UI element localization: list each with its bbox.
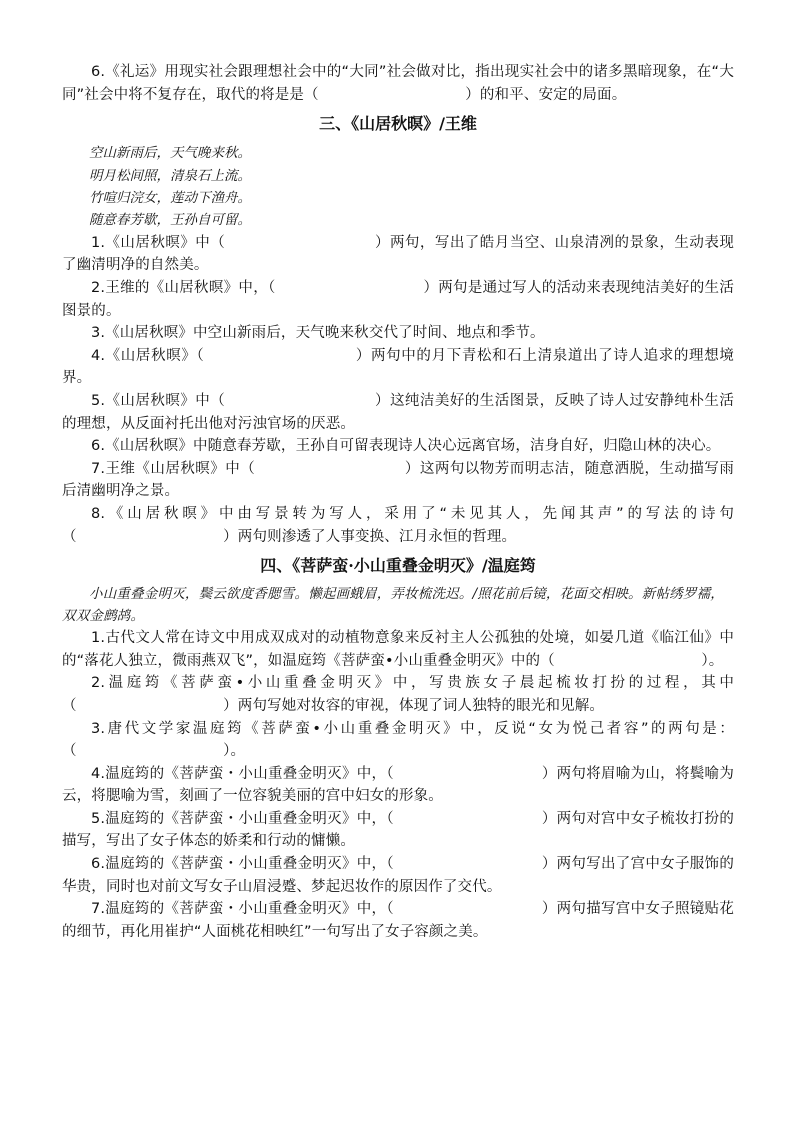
question-item: 4.《山居秋暝》（ ）两句中的月下青松和石上清泉道出了诗人追求的理想境界。 (62, 347, 734, 387)
section-3-heading: 三、《山居秋暝》/王维 (319, 114, 477, 134)
question-item: 6.《山居秋暝》中随意春芳歇，王孙自可留表现诗人决心远离官场，洁身自好，归隐山林的决心。 (91, 438, 721, 455)
question-item: 7.王维《山居秋暝》中（ ）这两句以物芳而明志洁，随意洒脱，生动描写雨后清幽明净之景。 (62, 460, 734, 500)
section-4-poem: 小山重叠金明灭，鬓云欲度香腮雪。懒起画蛾眉，弄妆梳洗迟。/照花前后镜，花面交相映。新帖绣罗襦，双双金鹧鸪。 (62, 586, 724, 624)
question-item: 6.温庭筠的《菩萨蛮・小山重叠金明灭》中，（ ）两句写出了宫中女子服饰的华贵，同时也对前文写女子山眉浸蹙、梦起迟妆作的原因作了交代。 (62, 856, 734, 895)
question-item: 5.《山居秋暝》中（ ）这纯洁美好的生活图景，反映了诗人过安静纯朴生活的理想，从反面衬托出他对污浊官场的厌恶。 (62, 392, 734, 432)
question-item: 8.《山居秋暝》中由写景转为写人，采用了“未见其人，先闻其声”的写法的诗句（ ）两句则渗透了人事变换、江月永恒的哲理。 (62, 505, 734, 545)
poem-line: 竹喧归浣女，莲动下渔舟。 (89, 190, 251, 206)
poem-line: 随意春芳歇，王孙自可留。 (89, 212, 251, 229)
section-4-heading: 四、《菩萨蛮·小山重叠金明灭》/温庭筠 (260, 556, 536, 576)
section-3-questions (62, 232, 734, 548)
question-6-liyun: 6.《礼运》用现实社会跟理想社会中的“大同”社会做对比，指出现实社会中的诸多黑暗现象，在“大同”社会中将不复存在，取代的将是是（ ）的和平、安定的局面。 (62, 64, 734, 103)
section-4-questions (62, 627, 734, 943)
question-item: 3.《山居秋暝》中空山新雨后，天气晚来秋交代了时间、地点和季节。 (91, 325, 545, 342)
question-item: 5.温庭筠的《菩萨蛮・小山重叠金明灭》中，（ ）两句对宫中女子梳妆打扮的描写，写出了女子体态的娇柔和行动的慵懒。 (62, 810, 734, 850)
question-item: 1.《山居秋暝》中（ ）两句，写出了皓月当空、山泉清冽的景象，生动表现了幽清明净的自然美。 (62, 234, 734, 274)
poem-line: 空山新雨后，天气晚来秋。 (89, 145, 251, 162)
question-item: 2.王维的《山居秋暝》中，（ ）两句是通过写人的活动来表现纯洁美好的生活图景的。 (62, 280, 734, 319)
question-item: 1.古代文人常在诗文中用成双成对的动植物意象来反衬主人公孤独的处境，如晏几道《临江仙》中的“落花人独立，微雨燕双飞”，如温庭筠《菩萨蛮•小山重叠金明灭》中的（ ）。 (62, 630, 734, 669)
question-item: 3.唐代文学家温庭筠《菩萨蛮•小山重叠金明灭》中，反说“女为悦己者容”的两句是：（ ）。 (62, 720, 734, 760)
question-item: 7.温庭筠的《菩萨蛮・小山重叠金明灭》中，（ ）两句描写宫中女子照镜贴花的细节，再化用崔护“人面桃花相映红”一句写出了女子容颜之美。 (62, 901, 734, 940)
section-3-poem (62, 142, 734, 232)
question-item: 4.温庭筠的《菩萨蛮・小山重叠金明灭》中，（ ）两句将眉喻为山，将鬓喻为云，将腮喻为雪，刻画了一位容貌美丽的宫中妇女的形象。 (62, 765, 734, 805)
poem-line: 明月松间照，清泉石上流。 (89, 167, 251, 184)
question-item: 2.温庭筠《菩萨蛮•小山重叠金明灭》中，写贵族女子晨起梳妆打扮的过程，其中（ ）两句写她对妆容的审视，体现了词人独特的眼光和见解。 (62, 675, 734, 714)
document-body (62, 61, 734, 943)
